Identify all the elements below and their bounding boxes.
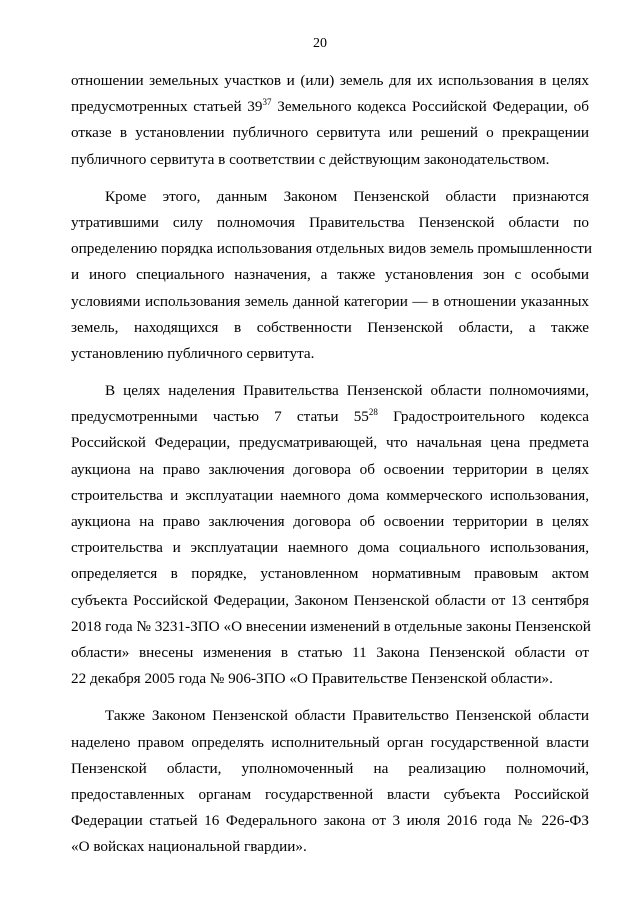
text-line: отношении земельных участков и (или) земель для их использования в целях <box>71 72 589 89</box>
text-line: 22 декабря 2005 года № 906-ЗПО «О Правительстве Пензенской области». <box>71 670 553 688</box>
paragraph <box>71 378 589 692</box>
page-number: 20 <box>313 36 327 51</box>
text-line: определяется в порядке, установленном нормативным правовым актом <box>71 565 589 583</box>
text-line: публичного сервитута в соответствии с действующим законодательством. <box>71 150 550 168</box>
text-line: земель, находящихся в собственности Пензенской области, а также <box>71 318 589 336</box>
text-line: наделено правом определять исполнительный орган государственной власти <box>71 733 589 751</box>
text-line: Кроме этого, данным Законом Пензенской области признаются <box>105 187 589 205</box>
text-line: В целях наделения Правительства Пензенской области полномочиями, <box>105 382 589 400</box>
text-line: Российской Федерации, предусматривающей, что начальная цена предмета <box>71 434 589 452</box>
text-line: строительства и эксплуатации наемного дома социального использования, <box>71 539 589 557</box>
text-line: Федерации статьей 16 Федерального закона от 3 июля 2016 года № 226-ФЗ <box>71 812 589 830</box>
text-line: субъекта Российской Федерации, Законом Пензенской области от 13 сентября <box>71 591 589 609</box>
text-line: Также Законом Пензенской области Правительство Пензенской области <box>105 707 589 725</box>
text-segment: Градостроительного кодекса <box>377 408 589 426</box>
text-line: аукциона на право заключения договора об освоении территории в целях <box>71 513 589 530</box>
text-segment: предусмотренными частью 7 статьи 55 <box>71 408 369 426</box>
paragraph <box>71 184 593 367</box>
text-line: области» внесены изменения в статью 11 Закона Пензенской области от <box>71 643 589 661</box>
text-line: и иного специального назначения, а также установления зон с особыми <box>71 266 589 284</box>
superscript: 37 <box>262 97 272 108</box>
text-line: строительства и эксплуатации наемного дома коммерческого использования, <box>71 486 589 504</box>
text-line <box>71 404 589 430</box>
text-line: аукциона на право заключения договора об освоении территории в целях <box>71 460 589 478</box>
text-line: 2018 года № 3231-ЗПО «О внесении изменений в отдельные законы Пензенской <box>71 617 591 635</box>
text-line: отказе в установлении публичного сервитута или решений о прекращении <box>71 124 589 142</box>
text-segment: предусмотренных статьей 39 <box>71 98 263 116</box>
text-line: условиями использования земель данной категории — в отношении указанных <box>71 292 589 310</box>
text-line: утратившими силу полномочия Правительства Пензенской области по <box>71 213 589 231</box>
text-line: Пензенской области, уполномоченный на реализацию полномочий, <box>71 759 589 777</box>
text-line: установлению публичного сервитута. <box>71 344 315 362</box>
text-line <box>71 94 589 120</box>
superscript: 28 <box>368 407 378 418</box>
text-line: предоставленных органам государственной власти субъекта Российской <box>71 785 589 803</box>
document-body <box>71 68 593 860</box>
paragraph <box>71 703 589 860</box>
text-segment: Земельного кодекса Российской Федерации, об <box>271 98 589 116</box>
text-line: определению порядка использования отдельных видов земель промышленности <box>71 240 593 258</box>
text-line: «О войсках национальной гвардии». <box>71 838 307 856</box>
paragraph <box>71 68 589 173</box>
